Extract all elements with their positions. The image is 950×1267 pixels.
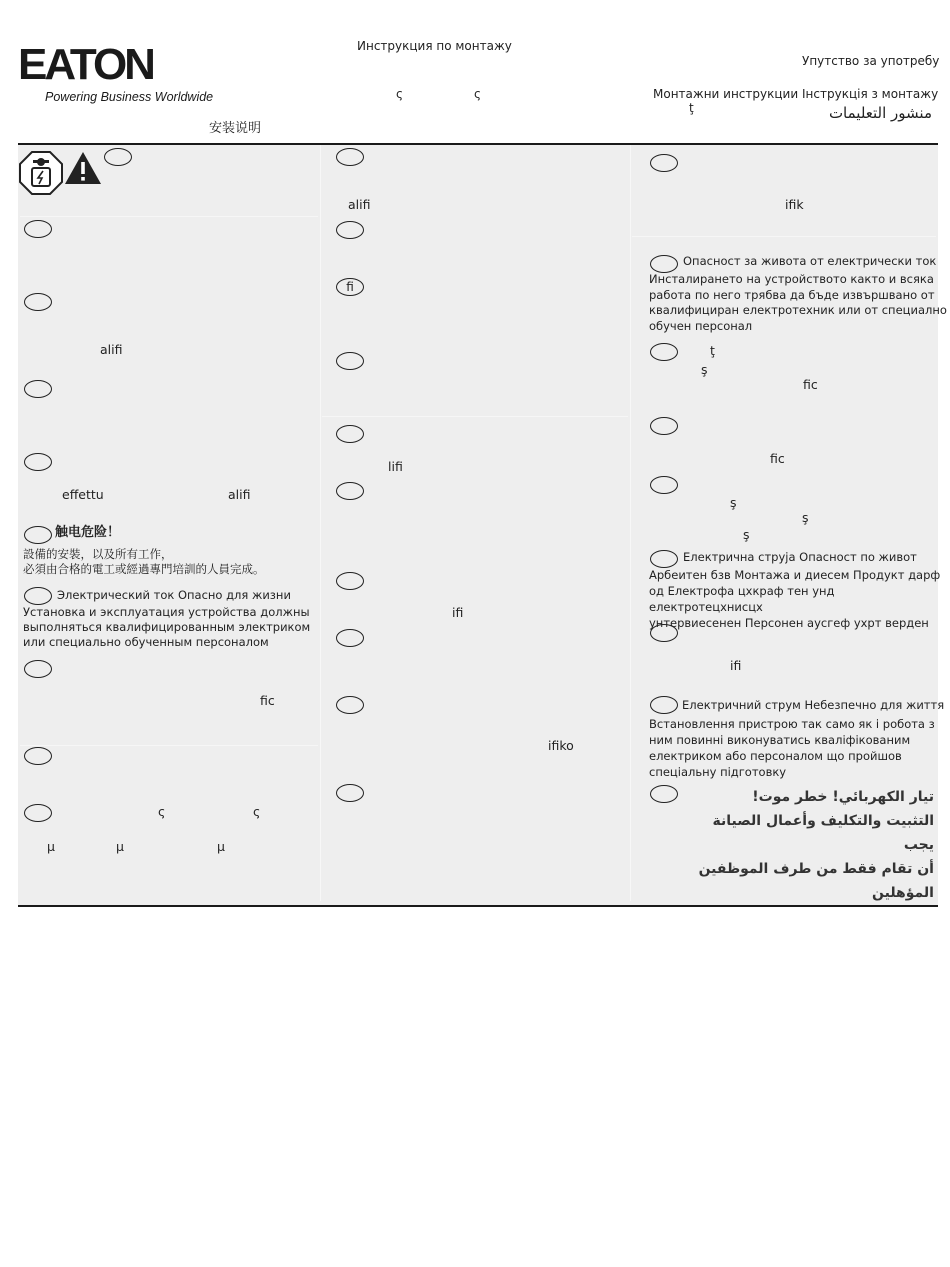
text-fragment: ς [253, 804, 261, 819]
text-fragment: fic [803, 377, 818, 392]
ru-warning-line: выполняться квалифицированным электриком [23, 620, 311, 634]
language-code-oval [104, 148, 132, 166]
zh-warning-line: 必須由合格的電工或經過專門培訓的人員完成。 [23, 562, 265, 576]
language-code-oval [336, 148, 364, 166]
language-code-oval [650, 550, 678, 568]
title-zh: 安装说明 [209, 121, 262, 136]
language-code-oval [24, 747, 52, 765]
language-code-oval [24, 526, 52, 544]
language-code-oval [336, 425, 364, 443]
bg-warning-line: квалифициран електротехник или от специално [649, 303, 947, 317]
language-code-oval [650, 417, 678, 435]
bg-warning-title: Опасност за живота от електрически ток [683, 254, 937, 268]
title-mk: Монтажни инструкции [653, 87, 799, 101]
text-fragment: fic [770, 451, 785, 466]
text-fragment: μ [116, 839, 124, 854]
ar-warning-line: تيار الكهربائي! خطر موت! [752, 789, 934, 805]
text-fragment: μ [47, 839, 55, 854]
ru-warning-line: Установка и эксплуатация устройства должны [23, 605, 310, 619]
text-fragment: ţ [710, 343, 715, 358]
text-fragment: ş [701, 362, 708, 377]
uk-warning-title: Електричний струм Небезпечно для життя [682, 698, 945, 712]
zh-warning-line: 設備的安裝，以及所有工作， [23, 547, 173, 561]
column-divider [320, 145, 321, 901]
uk-warning-line: електриком або персоналом що пройшов [649, 749, 902, 763]
language-code-oval [336, 482, 364, 500]
qualified-electrician-icon [19, 151, 63, 195]
title-sr: Упутство за употребу [802, 54, 940, 68]
row-separator [322, 416, 628, 417]
mk-warning-body [649, 567, 950, 631]
text-fragment: ς [158, 804, 166, 819]
text-fragment: ifiko [548, 738, 574, 753]
zh-warning-title: 触电危险！ [55, 525, 121, 540]
mk-warning-line: Арбеитен бзв Монтажа и диесем Продукт дарф [649, 568, 941, 582]
title-ar: منشور التعليمات [828, 104, 932, 122]
text-fragment: alifi [228, 487, 251, 502]
mk-warning-title: Електрична струја Опасност по живот [683, 550, 917, 564]
language-code-oval [650, 154, 678, 172]
header-fragment: ţ [689, 101, 694, 115]
eaton-logo [18, 40, 153, 90]
language-code-oval [336, 221, 364, 239]
uk-warning-body [649, 716, 935, 780]
language-code-oval [24, 453, 52, 471]
language-code-oval [24, 380, 52, 398]
language-code-oval: fi [336, 278, 364, 296]
language-code-oval [650, 785, 678, 803]
mk-warning-line: од Електрофа цхкраф тен унд електротецхнисцх [649, 584, 835, 614]
ar-warning-line: التثبيت والتكليف وأعمال الصيانة يجب [712, 813, 934, 853]
language-code-oval [650, 696, 678, 714]
bg-warning-body [649, 272, 947, 334]
column-divider [630, 145, 631, 901]
language-code-oval [24, 660, 52, 678]
ru-warning-body [23, 605, 310, 650]
language-code-oval [336, 784, 364, 802]
text-fragment: ifik [785, 197, 804, 212]
title-uk: Інструкція з монтажу [802, 87, 939, 101]
language-code-oval [24, 293, 52, 311]
text-fragment: ifi [452, 605, 464, 620]
text-fragment: effettu [62, 487, 104, 502]
text-fragment: alifi [100, 342, 123, 357]
ar-warning-line: أن تقام فقط من طرف الموظفين [698, 861, 934, 877]
uk-warning-line: спеціальну підготовку [649, 765, 787, 779]
language-code-oval [24, 220, 52, 238]
language-code-oval [24, 587, 52, 605]
uk-warning-line: ним повинні виконуватись кваліфікованим [649, 733, 911, 747]
logo-wordmark: EATON [18, 40, 153, 89]
ru-warning-title: Электрический ток Опасно для жизни [57, 588, 291, 602]
language-code-oval [336, 696, 364, 714]
uk-warning-line: Встановлення пристрою так само як і робота з [649, 717, 935, 731]
mk-warning-line: унтервиесенен Персонен аусгеф ухрт верден [649, 616, 929, 630]
language-code-oval [650, 343, 678, 361]
language-code-oval [24, 804, 52, 822]
bg-warning-line: обучен персонал [649, 318, 753, 333]
language-code-oval [336, 352, 364, 370]
ar-warning-line: المؤهلين [872, 885, 934, 901]
row-separator [20, 216, 318, 217]
ru-warning-line: или специально обученным персоналом [23, 635, 269, 649]
text-fragment: ifi [730, 658, 742, 673]
language-code-oval [336, 629, 364, 647]
language-code-oval [336, 572, 364, 590]
language-code-oval [650, 255, 678, 273]
row-separator [632, 236, 936, 237]
text-fragment: fic [260, 693, 275, 708]
zh-warning-body [23, 547, 265, 577]
bg-warning-line: работа по него трябва да бъде извършвано от [649, 287, 935, 302]
bg-warning-line: Инсталирането на устройството както и всяка [649, 272, 934, 286]
text-fragment: ş [802, 510, 809, 525]
header-fragment: ς [474, 87, 482, 101]
text-fragment: alifi [348, 197, 371, 212]
warning-triangle-icon [64, 151, 102, 185]
text-fragment: ş [730, 495, 737, 510]
text-fragment: μ [217, 839, 225, 854]
ar-warning-body [680, 785, 934, 905]
language-code-oval [650, 476, 678, 494]
logo-tagline: Powering Business Worldwide [45, 90, 214, 104]
language-code-oval [650, 624, 678, 642]
text-fragment: lifi [388, 459, 403, 474]
row-separator [20, 745, 318, 746]
header-fragment: ς [396, 87, 404, 101]
title-ru: Инструкция по монтажу [357, 39, 512, 53]
text-fragment: ş [743, 527, 750, 542]
